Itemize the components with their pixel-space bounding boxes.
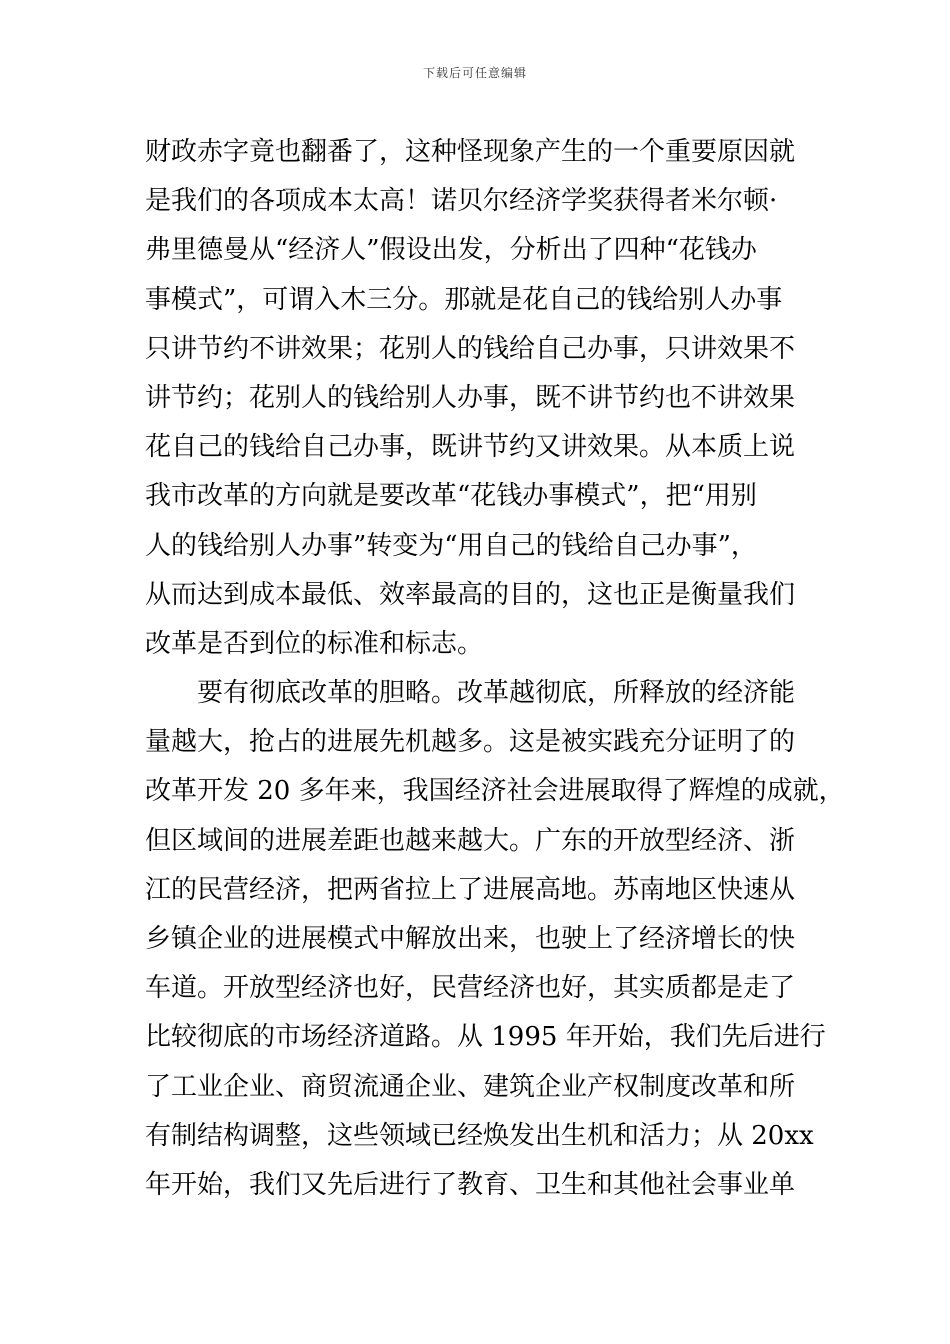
- text-line: 弗里德曼从“经济人”假设出发，分析出了四种“花钱办: [145, 235, 757, 266]
- text-line: 有制结构调整，这些领域已经焕发出生机和活力；从 20xx: [145, 1120, 814, 1151]
- text-line: 讲节约；花别人的钱给别人办事，既不讲节约也不讲效果: [145, 382, 796, 413]
- text-line: 要有彻底改革的胆略。改革越彻底，所释放的经济能: [197, 678, 796, 709]
- text-line: 但区域间的进展差距也越来越大。广东的开放型经济、浙: [145, 825, 796, 856]
- text-line: 乡镇企业的进展模式中解放出来，也驶上了经济增长的快: [145, 924, 796, 954]
- text-line: 从而达到成本最低、效率最高的目的，这也正是衡量我们: [145, 579, 796, 610]
- document-body: [145, 128, 845, 1210]
- text-line: 车道。开放型经济也好，民营经济也好，其实质都是走了: [145, 973, 796, 1004]
- text-line: 我市改革的方向就是要改革“花钱办事模式”，把“用别: [145, 481, 757, 512]
- text-line: 年开始，我们又先后进行了教育、卫生和其他社会事业单: [145, 1169, 796, 1200]
- text-line: 改革开发 20 多年来，我国经济社会进展取得了辉煌的成就，: [145, 776, 845, 807]
- paragraph-2: [145, 669, 845, 1210]
- text-line: 是我们的各项成本太高！诺贝尔经济学奖获得者米尔顿·: [145, 186, 778, 217]
- text-line: 了工业企业、商贸流通企业、建筑企业产权制度改革和所: [145, 1071, 796, 1102]
- text-line: 比较彻底的市场经济道路。从 1995 年开始，我们先后进行: [145, 1022, 826, 1053]
- text-line: 事模式”，可谓入木三分。那就是花自己的钱给别人办事: [145, 284, 783, 315]
- paragraph-1: [145, 128, 810, 669]
- text-line: 量越大，抢占的进展先机越多。这是被实践充分证明了的: [145, 727, 796, 758]
- page-header: 下载后可任意编辑: [422, 66, 527, 80]
- text-line: 花自己的钱给自己办事，既讲节约又讲效果。从本质上说: [145, 432, 796, 463]
- text-line: 只讲节约不讲效果；花别人的钱给自己办事，只讲效果不: [145, 333, 796, 364]
- text-line: 改革是否到位的标准和标志。: [145, 628, 484, 659]
- text-line: 人的钱给别人办事”转变为“用自己的钱给自己办事”，: [145, 530, 757, 561]
- text-line: 财政赤字竟也翻番了，这种怪现象产生的一个重要原因就: [145, 137, 796, 167]
- text-line: 江的民营经济，把两省拉上了进展高地。苏南地区快速从: [145, 874, 796, 905]
